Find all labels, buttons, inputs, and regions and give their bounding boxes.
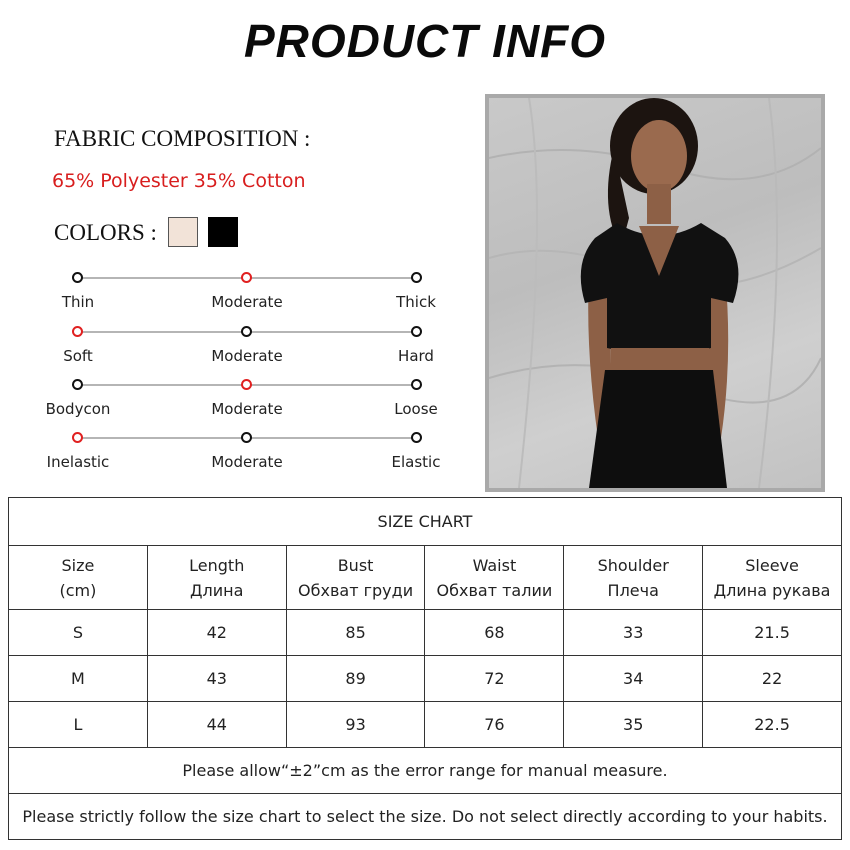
cell-shoulder: 33 [564, 610, 703, 656]
cell-size: L [9, 702, 148, 748]
table-row [9, 702, 842, 748]
page-title: PRODUCT INFO [243, 15, 607, 67]
scale-dot-elastic [411, 432, 422, 443]
size-chart-table [8, 497, 842, 840]
product-photo [485, 94, 825, 492]
table-row [9, 656, 842, 702]
scale-dot-soft [72, 326, 83, 337]
scale-dot-moderate [241, 432, 252, 443]
table-row [9, 610, 842, 656]
scale-label-thick: Thick [396, 293, 436, 311]
cell-length: 44 [147, 702, 286, 748]
scale-label-inelastic: Inelastic [46, 453, 110, 471]
cell-sleeve: 22.5 [703, 702, 842, 748]
cell-sleeve: 22 [703, 656, 842, 702]
cell-bust: 93 [286, 702, 425, 748]
scale-label-moderate: Moderate [211, 293, 283, 311]
cell-waist: 68 [425, 610, 564, 656]
cell-waist: 72 [425, 656, 564, 702]
header-row [9, 546, 842, 610]
header-waist: Waist Обхват талии [425, 546, 564, 610]
size-chart-title: SIZE CHART [9, 498, 842, 546]
cell-size: S [9, 610, 148, 656]
cell-bust: 85 [286, 610, 425, 656]
scale-dot-moderate [241, 272, 252, 283]
scale-label-moderate: Moderate [211, 347, 283, 365]
scale-label-loose: Loose [394, 400, 438, 418]
scale-label-elastic: Elastic [391, 453, 441, 471]
fit-scale [45, 378, 448, 428]
header-size: Size (cm) [9, 546, 148, 610]
header-length: Length Длина [147, 546, 286, 610]
scale-dot-moderate [241, 326, 252, 337]
thickness-scale [48, 271, 448, 321]
scale-label-bodycon: Bodycon [45, 400, 111, 418]
scale-label-thin: Thin [61, 293, 95, 311]
cell-sleeve: 21.5 [703, 610, 842, 656]
fabric-composition-label: FABRIC COMPOSITION : [54, 126, 311, 151]
scale-label-moderate: Moderate [211, 400, 283, 418]
scale-dot-bodycon [72, 379, 83, 390]
scale-dot-inelastic [72, 432, 83, 443]
colors-label: COLORS : [54, 220, 157, 245]
scale-label-hard: Hard [398, 347, 434, 365]
model-illustration [489, 98, 821, 488]
header-shoulder: Shoulder Плеча [564, 546, 703, 610]
softness-scale [48, 325, 448, 375]
cell-shoulder: 34 [564, 656, 703, 702]
header-bust: Bust Обхват груди [286, 546, 425, 610]
fabric-composition-value: 65% Polyester 35% Cotton [52, 170, 306, 192]
color-swatch-beige[interactable] [168, 217, 198, 247]
header-sleeve: Sleeve Длина рукава [703, 546, 842, 610]
size-selection-note: Please strictly follow the size chart to select the size. Do not select directly according to your habits. [9, 794, 842, 840]
cell-shoulder: 35 [564, 702, 703, 748]
cell-size: M [9, 656, 148, 702]
measurement-error-note: Please allow“±2”cm as the error range for manual measure. [9, 748, 842, 794]
scale-dot-moderate [241, 379, 252, 390]
scale-dot-thin [72, 272, 83, 283]
cell-length: 42 [147, 610, 286, 656]
scale-dot-thick [411, 272, 422, 283]
scale-dot-hard [411, 326, 422, 337]
cell-waist: 76 [425, 702, 564, 748]
scale-dot-loose [411, 379, 422, 390]
cell-bust: 89 [286, 656, 425, 702]
color-swatch-black[interactable] [208, 217, 238, 247]
cell-length: 43 [147, 656, 286, 702]
elasticity-scale [48, 431, 448, 481]
scale-label-moderate: Moderate [211, 453, 283, 471]
scale-label-soft: Soft [63, 347, 93, 365]
